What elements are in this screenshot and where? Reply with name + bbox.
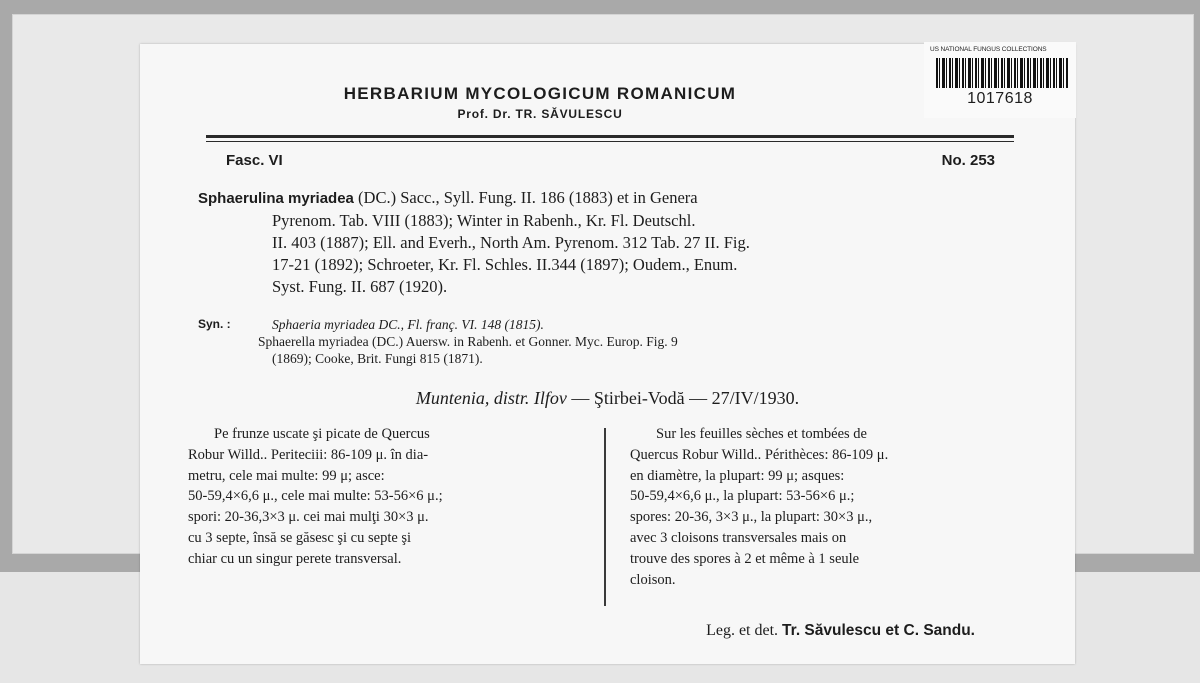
description-french bbox=[630, 424, 1010, 590]
description-line: spori: 20-36,3×3 μ. cei mai mulţi 30×3 μ. bbox=[188, 509, 429, 526]
header-rule-thin bbox=[206, 141, 1014, 142]
barcode-header: US NATIONAL FUNGUS COLLECTIONS bbox=[930, 46, 1047, 53]
fascicle-number: Fasc. VI bbox=[226, 152, 283, 169]
herbarium-title: HERBARIUM MYCOLOGICUM ROMANICUM bbox=[343, 84, 737, 103]
description-line: avec 3 cloisons transversales mais on bbox=[630, 529, 847, 546]
description-line: spores: 20-36, 3×3 μ., la plupart: 30×3 μ., bbox=[630, 509, 873, 526]
species-name: Sphaerulina myriadea bbox=[198, 190, 354, 207]
description-line: cu 3 septe, însă se găsesc şi cu septe şi bbox=[188, 529, 412, 546]
barcode-sticker bbox=[924, 42, 1076, 118]
collector-names: Tr. Săvulescu et C. Sandu. bbox=[782, 622, 975, 639]
citation-line: Pyrenom. Tab. VIII (1883); Winter in Rabenh., Kr. Fl. Deutschl. bbox=[272, 211, 696, 230]
description-line: chiar cu un singur perete transversal. bbox=[188, 550, 402, 567]
description-line: 50-59,4×6,6 μ., la plupart: 53-56×6 μ.; bbox=[630, 488, 855, 505]
locality-place-date: — Ştirbei-Vodă — 27/IV/1930. bbox=[566, 388, 800, 408]
description-romanian bbox=[188, 424, 598, 570]
description-line: 50-59,4×6,6 μ., cele mai multe: 53-56×6 μ.; bbox=[188, 488, 443, 505]
description-line: Robur Willd.. Periteciii: 86-109 μ. în dia- bbox=[188, 446, 429, 463]
citation-line bbox=[198, 187, 1018, 210]
citation-line: Syst. Fung. II. 687 (1920). bbox=[272, 277, 448, 296]
barcode-number: 1017618 bbox=[967, 90, 1033, 107]
header-rule-thick bbox=[206, 135, 1014, 138]
description-line: en diamètre, la plupart: 99 μ; asques: bbox=[630, 467, 845, 484]
herbarium-subtitle: Prof. Dr. TR. SĂVULESCU bbox=[457, 107, 623, 121]
description-line: Quercus Robur Willd.. Périthèces: 86-109 μ. bbox=[630, 446, 889, 463]
collector-prefix: Leg. et det. bbox=[706, 622, 783, 639]
description-line: trouve des spores à 2 et même à 1 seule bbox=[630, 550, 860, 567]
exsiccata-number: No. 253 bbox=[941, 152, 995, 169]
citation-text: (DC.) Sacc., Syll. Fung. II. 186 (1883) et in Genera bbox=[353, 188, 698, 207]
synonym-line: (1869); Cooke, Brit. Fungi 815 (1871). bbox=[272, 351, 483, 366]
specimen-label bbox=[140, 44, 1075, 664]
species-citation bbox=[198, 187, 1018, 298]
description-line: Sur les feuilles sèches et tombées de bbox=[656, 426, 867, 442]
description-line: Pe frunze uscate şi picate de Quercus bbox=[214, 426, 430, 442]
synonyms-block bbox=[198, 316, 1018, 367]
collection-locality bbox=[140, 388, 1075, 409]
synonyms-label: Syn. : bbox=[198, 317, 231, 331]
synonym-line: Sphaerella myriadea (DC.) Auersw. in Rabenh. et Gonner. Myc. Europ. Fig. 9 bbox=[258, 334, 678, 349]
collector-line bbox=[706, 622, 975, 640]
description-line: metru, cele mai multe: 99 μ; asce: bbox=[188, 467, 385, 484]
column-divider bbox=[604, 428, 606, 606]
citation-line: II. 403 (1887); Ell. and Everh., North Am. Pyrenom. 312 Tab. 27 II. Fig. bbox=[272, 233, 750, 252]
description-line: cloison. bbox=[630, 571, 676, 588]
locality-region: Muntenia, distr. Ilfov bbox=[415, 388, 567, 408]
citation-line: 17-21 (1892); Schroeter, Kr. Fl. Schles. II.344 (1897); Oudem., Enum. bbox=[272, 255, 738, 274]
barcode-icon bbox=[936, 58, 1068, 88]
synonym-line: Sphaeria myriadea DC., Fl. franç. VI. 148 (1815). bbox=[272, 317, 544, 332]
